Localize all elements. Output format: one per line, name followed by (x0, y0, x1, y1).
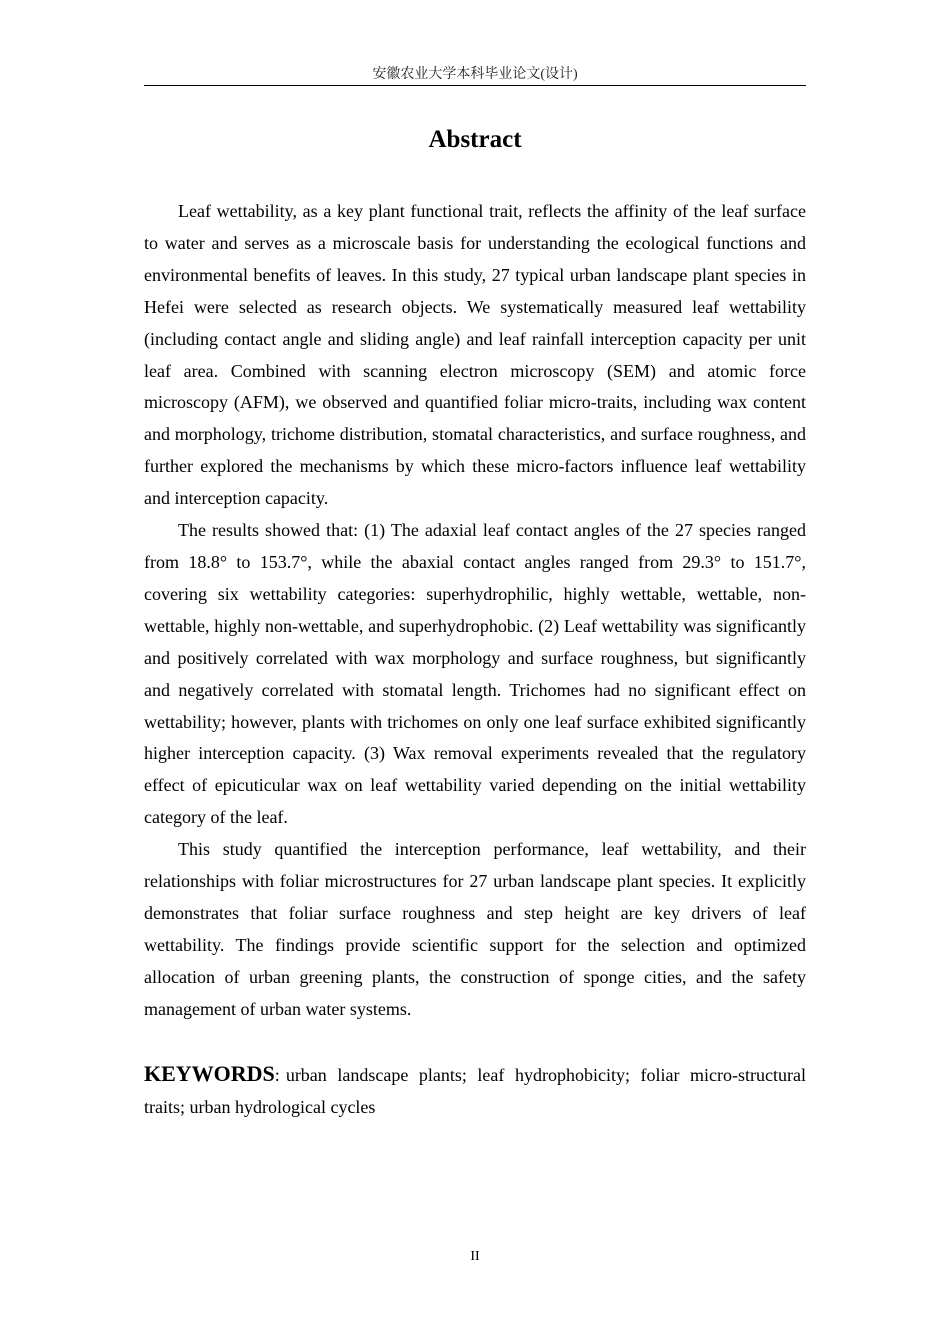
abstract-paragraph-1: Leaf wettability, as a key plant functional trait, reflects the affinity of the leaf surface to water and serves as a microscale basis for understanding the ecological functions and environmental benefits of leaves. In this study, 27 typical urban landscape plant species in Hefei were selected as research objects. We systematically measured leaf wettability (including contact angle and sliding angle) and leaf rainfall interception capacity per unit leaf area. Combined with scanning electron microscopy (SEM) and atomic force microscopy (AFM), we observed and quantified foliar micro-traits, including wax content and morphology, trichome distribution, stomatal characteristics, and surface roughness, and further explored the mechanisms by which these micro-factors influence leaf wettability and interception capacity. (144, 201, 806, 509)
running-header: 安徽农业大学本科毕业论文(设计) (372, 67, 578, 82)
keywords-block (144, 1058, 806, 1124)
abstract-paragraph-2: The results showed that: (1) The adaxial leaf contact angles of the 27 species ranged from 18.8° to 153.7°, while the abaxial contact angles ranged from 29.3° to 151.7°, covering six wettability categories: superhydrophilic, highly wettable, wettable, non-wettable, highly non-wettable, and superhydrophobic. (2) Leaf wettability was significantly and positively correlated with wax morphology and surface roughness, but significantly and negatively correlated with stomatal length. Trichomes had no significant effect on wettability; however, plants with trichomes on only one leaf surface exhibited significantly higher interception capacity. (3) Wax removal experiments revealed that the regulatory effect of epicuticular wax on leaf wettability varied depending on the initial wettability category of the leaf. (144, 520, 806, 828)
abstract-paragraph-3: This study quantified the interception performance, leaf wettability, and their relationships with foliar microstructures for 27 urban landscape plant species. It explicitly demonstrates that foliar surface roughness and step height are key drivers of leaf wettability. The findings provide scientific support for the selection and optimized allocation of urban greening plants, the construction of sponge cities, and the safety management of urban water systems. (144, 839, 806, 1019)
keywords-separator: : (274, 1065, 280, 1085)
keywords-text: urban landscape plants; leaf hydrophobicity; foliar micro-structural traits; urban hydrological cycles (144, 1065, 806, 1117)
page-number: II (470, 1249, 480, 1264)
header-rule (144, 85, 806, 86)
keywords-label: KEYWORDS (144, 1061, 275, 1086)
abstract-title: Abstract (428, 126, 522, 153)
abstract-body (144, 196, 806, 1026)
